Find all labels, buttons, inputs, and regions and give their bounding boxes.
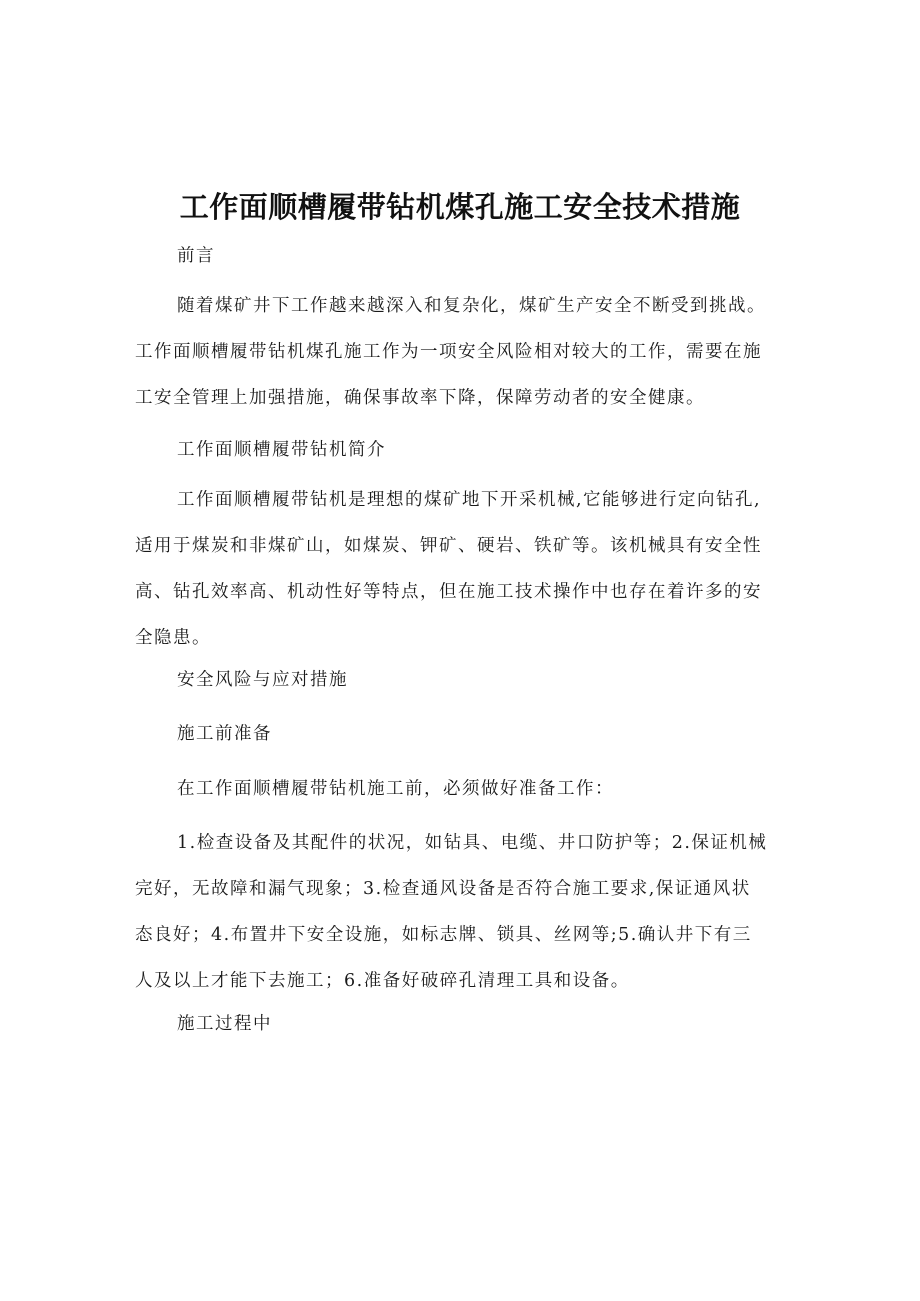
document-title: 工作面顺槽履带钻机煤孔施工安全技术措施 <box>179 190 741 224</box>
prep-heading: 施工前准备 <box>177 724 272 744</box>
paragraph-line: 高、钻孔效率高、机动性好等特点，但在施工技术操作中也存在着许多的安 <box>135 582 762 602</box>
paragraph-line: 随着煤矿井下工作越来越深入和复杂化，煤矿生产安全不断受到挑战。 <box>177 296 766 316</box>
preface-paragraph <box>135 283 815 421</box>
paragraph-line: 人及以上才能下去施工；6.准备好破碎孔清理工具和设备。 <box>135 971 630 991</box>
intro-paragraph <box>135 477 815 661</box>
paragraph-line: 态良好；4.布置井下安全设施，如标志牌、锁具、丝网等;5.确认井下有三 <box>135 925 752 945</box>
paragraph-line: 1.检查设备及其配件的状况，如钻具、电缆、井口防护等；2.保证机械 <box>177 833 768 853</box>
paragraph-line: 完好，无故障和漏气现象；3.检查通风设备是否符合施工要求,保证通风状 <box>135 879 751 899</box>
intro-heading: 工作面顺槽履带钻机简介 <box>177 440 386 460</box>
process-heading: 施工过程中 <box>177 1014 272 1034</box>
prep-list-paragraph <box>135 820 815 1004</box>
paragraph-line: 适用于煤炭和非煤矿山，如煤炭、钾矿、硬岩、铁矿等。该机械具有安全性 <box>135 536 762 556</box>
paragraph-line: 工作面顺槽履带钻机是理想的煤矿地下开采机械,它能够进行定向钻孔, <box>177 490 762 510</box>
risk-heading: 安全风险与应对措施 <box>177 670 348 690</box>
paragraph-line: 工安全管理上加强措施，确保事故率下降，保障劳动者的安全健康。 <box>135 388 705 408</box>
preface-heading: 前言 <box>177 246 215 266</box>
paragraph-line: 工作面顺槽履带钻机煤孔施工作为一项安全风险相对较大的工作，需要在施 <box>135 342 762 362</box>
prep-intro: 在工作面顺槽履带钻机施工前，必须做好准备工作： <box>177 779 614 799</box>
paragraph-line: 全隐患。 <box>135 628 211 648</box>
